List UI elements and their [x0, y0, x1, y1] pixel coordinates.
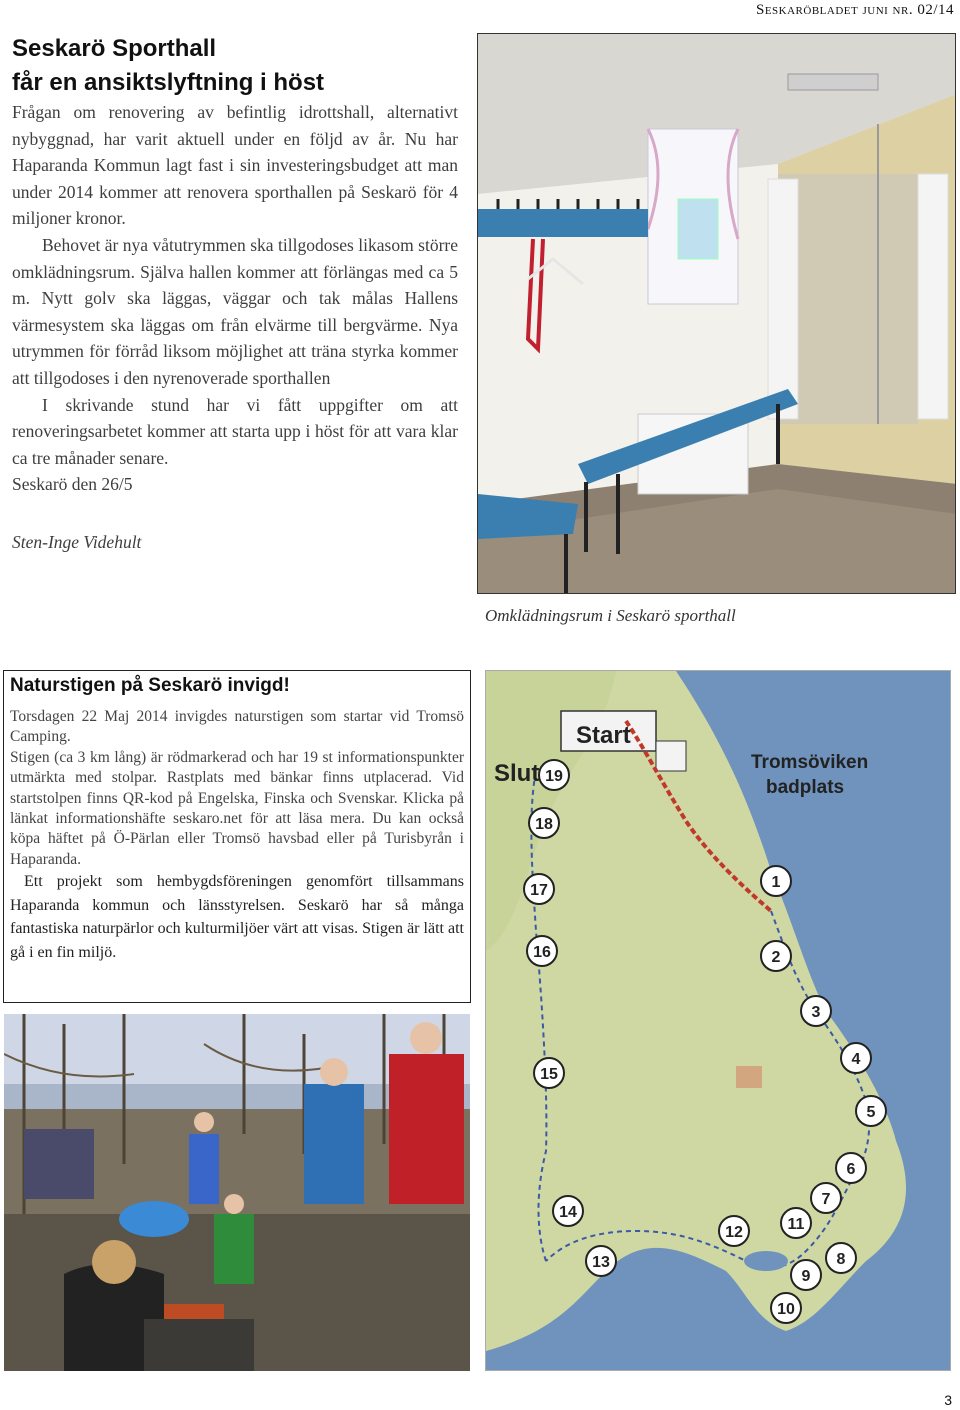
changing-room-photo	[477, 33, 956, 594]
page-number: 3	[944, 1392, 952, 1408]
trail-marker-17	[524, 874, 554, 904]
trail-map	[485, 670, 951, 1371]
trail-marker-4	[841, 1043, 871, 1073]
trail-marker-6	[836, 1153, 866, 1183]
map-end-label: Slut	[494, 760, 540, 787]
article1-paragraph: Behovet är nya våtutrymmen ska tillgodoses likasom större omklädningsrum. Själva hallen kommer att förlängas med ca 5 m. Nytt golv ska läggas, väggar och tak målas Hallens värmesystem ska läggas om från elvärme till bergvärme. Nya utrymmen för förråd liksom möjlighet att träna styrka kommer att tillgodoses i den nyrenoverade sporthallen	[12, 234, 458, 388]
trail-marker-label: 10	[777, 1301, 795, 1318]
trail-marker-12	[719, 1216, 749, 1246]
trail-marker-label: 16	[533, 944, 551, 961]
trail-marker-label: 9	[801, 1268, 811, 1285]
trail-marker-label: 12	[725, 1224, 743, 1241]
article1-title-line1: Seskarö Sporthall	[12, 35, 217, 62]
trail-marker-label: 14	[559, 1204, 577, 1221]
article2-paragraph: Stigen (ca 3 km lång) är rödmarkerad och har 19 st informationspunkter utmärkta med stolpar. Rastplats med bänkar finns utplacerad. Vid startstolpen finns QR-kod på Engelska, Finska och Svenskar. Klicka på länkat informationshäfte seskaro.net för att läsa mera. Du kan också köpa häftet på Ö-Pärlan eller Tromsö havsbad eller på Turisbyrån i Haparanda.	[10, 748, 464, 868]
article1-title	[12, 32, 472, 100]
article2-body	[10, 707, 464, 964]
trail-marker-9	[791, 1260, 821, 1290]
trail-marker-label: 4	[851, 1051, 861, 1068]
trail-marker-label: 13	[592, 1254, 610, 1271]
article1-paragraph: Frågan om renovering av befintlig idrottshall, alternativt nybyggnad, har varit aktuell under en följd av år. Nu har Haparanda Kommun lagt fast i sin investeringsbudget att man under 2014 kommer att renovera sporthallen på Seskarö för 4 miljoner kronor.	[12, 102, 458, 229]
article2-paragraph-group	[10, 870, 464, 964]
trail-marker-15	[534, 1058, 564, 1088]
trail-marker-3	[801, 996, 831, 1026]
article1-paragraph: I skrivande stund har vi fått uppgifter om att renoveringsarbetet kommer att starta upp i höst för att vara klar ca tre månader senare.	[12, 394, 458, 468]
trail-marker-label: 11	[787, 1216, 805, 1233]
trail-marker-10	[771, 1293, 801, 1323]
trail-marker-11	[781, 1208, 811, 1238]
inauguration-photo	[4, 1014, 470, 1371]
article1-title-line2: får en ansiktslyftning i höst	[12, 69, 325, 96]
trail-marker-label: 1	[771, 874, 781, 891]
publication-header: Seskaröbladet juni nr. 02/14	[755, 2, 954, 18]
trail-marker-14	[553, 1196, 583, 1226]
article2-paragraph: Ett projekt som hembygdsföreningen genomfört tillsammans Haparanda kommun och länsstyrelsen. Seskarö har så många fantastiska naturpärlor och kulturmiljöer värt att visas. Stigen är lätt att gå i en fin miljö.	[10, 873, 464, 961]
article2-paragraph: Torsdagen 22 Maj 2014 invigdes naturstigen som startar vid Tromsö Camping.	[10, 708, 464, 746]
trail-marker-13	[586, 1246, 616, 1276]
trail-marker-18	[529, 808, 559, 838]
trail-marker-5	[856, 1096, 886, 1126]
photo-caption: Omklädningsrum i Seskarö sporthall	[485, 606, 736, 625]
article2-title: Naturstigen på Seskarö invigd!	[10, 675, 290, 696]
trail-marker-label: 19	[545, 768, 563, 785]
article1-dateline: Seskarö den 26/5	[12, 474, 133, 495]
trail-marker-label: 18	[535, 816, 553, 833]
trail-marker-1	[761, 866, 791, 896]
trail-marker-label: 8	[836, 1251, 846, 1268]
trail-marker-7	[811, 1183, 841, 1213]
trail-marker-19	[539, 760, 569, 790]
trail-marker-label: 17	[530, 882, 548, 899]
trail-marker-label: 5	[866, 1104, 876, 1121]
trail-marker-16	[527, 936, 557, 966]
trail-marker-2	[761, 941, 791, 971]
map-start-label: Start	[576, 722, 631, 749]
trail-marker-label: 6	[846, 1161, 856, 1178]
article1-author: Sten-Inge Videhult	[12, 532, 142, 552]
trail-marker-label: 2	[771, 949, 781, 966]
trail-marker-label: 3	[811, 1004, 821, 1021]
map-place-line1: Tromsöviken	[751, 752, 869, 773]
map-place-line2: badplats	[766, 777, 845, 798]
article1-body	[12, 99, 458, 498]
trail-marker-label: 15	[540, 1066, 558, 1083]
trail-marker-label: 7	[821, 1191, 831, 1208]
trail-marker-8	[826, 1243, 856, 1273]
